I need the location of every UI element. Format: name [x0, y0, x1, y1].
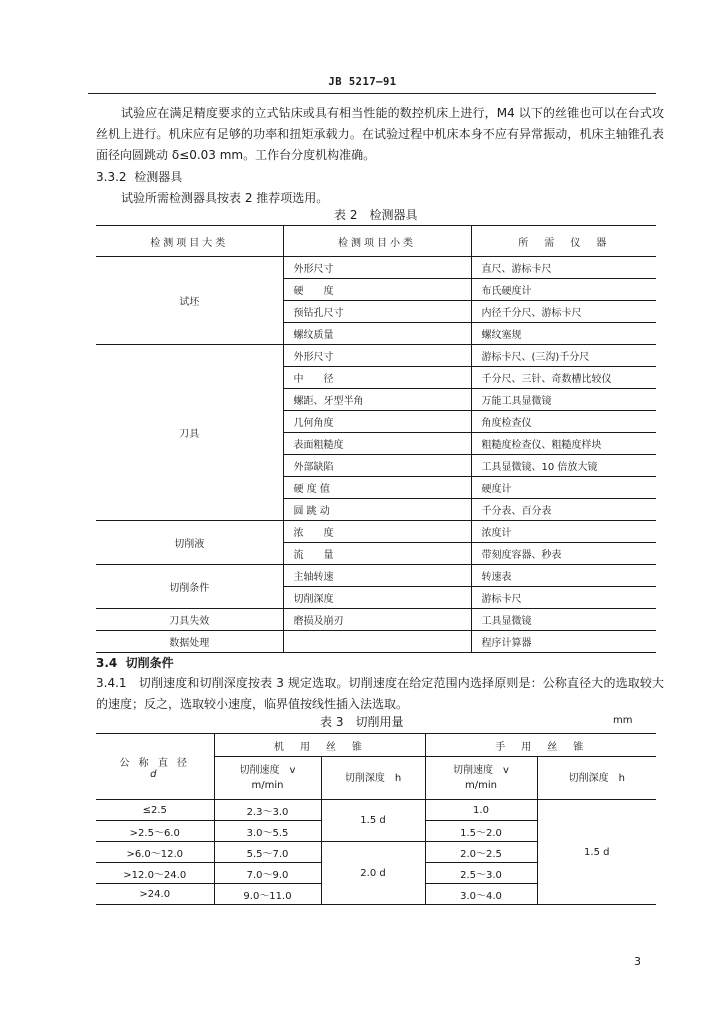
instrument-cell: 内径千分尺、游标卡尺	[471, 301, 656, 323]
table-header-cell: 所 需 仪 器	[471, 226, 656, 257]
table2-caption: 表 2 检测器具	[334, 208, 418, 222]
table3-cutting-parameters	[96, 733, 656, 905]
instrument-cell: 带刻度容器、秒表	[471, 543, 656, 565]
hand-speed-cell: 2.0～2.5	[425, 842, 537, 863]
instrument-cell: 千分表、百分表	[471, 499, 656, 521]
section-3-3-2-heading	[96, 168, 182, 185]
item-cell: 外形尺寸	[283, 257, 471, 279]
instrument-cell: 转速表	[471, 565, 656, 587]
category-cell: 刀具	[96, 345, 283, 521]
diameter-symbol: d	[150, 768, 160, 780]
section-3-3-2-text: 试验所需检测器具按表 2 推荐项选用。	[121, 191, 329, 205]
intro-paragraph: 试验应在满足精度要求的立式钻床或具有相当性能的数控机床上进行，M4 以下的丝锥也可以在台式攻丝机上进行。机床应有足够的功率和扭矩承载力。在试验过程中机床本身不应有异常振动，机床主轴锥孔表面径向圆跳动 δ≤0.03 mm。工作台分度机构准确。	[96, 106, 664, 162]
table-header-cell: 检测项目大类	[96, 226, 283, 257]
item-cell: 外部缺陷	[283, 455, 471, 477]
hand-speed-header	[425, 757, 537, 800]
machine-depth-header: 切削深度 h	[321, 757, 425, 800]
instrument-cell: 程序计算器	[471, 631, 656, 653]
machine-depth-cell: 2.0 d	[321, 842, 425, 905]
machine-speed-cell: 7.0～9.0	[214, 863, 321, 884]
diameter-cell: >12.0～24.0	[96, 863, 214, 884]
item-cell: 螺距、牙型半角	[283, 389, 471, 411]
hand-tap-header: 手 用 丝 锥	[425, 734, 656, 757]
header-rule	[88, 93, 656, 94]
category-cell: 切削液	[96, 521, 283, 565]
item-cell	[283, 631, 471, 653]
item-cell: 表面粗糙度	[283, 433, 471, 455]
item-cell: 硬 度	[283, 279, 471, 301]
page-number: 3	[634, 955, 641, 968]
instrument-cell: 布氏硬度计	[471, 279, 656, 301]
item-cell: 几何角度	[283, 411, 471, 433]
item-cell: 螺纹质量	[283, 323, 471, 345]
item-cell: 外形尺寸	[283, 345, 471, 367]
table-row	[96, 345, 656, 367]
machine-speed-cell: 3.0～5.5	[214, 821, 321, 842]
table-header-row	[96, 226, 656, 257]
item-cell: 主轴转速	[283, 565, 471, 587]
table3-caption: 表 3 切削用量	[320, 715, 404, 729]
item-cell: 预钻孔尺寸	[283, 301, 471, 323]
speed-label: 切削速度 v	[453, 765, 509, 776]
table-row	[96, 521, 656, 543]
category-cell: 切削条件	[96, 565, 283, 609]
item-cell: 中 径	[283, 367, 471, 389]
item-cell: 流 量	[283, 543, 471, 565]
instrument-cell: 浓度计	[471, 521, 656, 543]
section-title: 切削条件	[125, 656, 174, 670]
machine-tap-header: 机 用 丝 锥	[214, 734, 425, 757]
item-cell: 硬 度 值	[283, 477, 471, 499]
hand-speed-cell: 3.0～4.0	[425, 884, 537, 905]
instrument-cell: 角度检查仪	[471, 411, 656, 433]
machine-speed-cell: 9.0～11.0	[214, 884, 321, 905]
category-cell: 试坯	[96, 257, 283, 345]
speed-unit: m/min	[251, 780, 284, 791]
item-cell: 磨损及崩刃	[283, 609, 471, 631]
instrument-cell: 游标卡尺、(三沟)千分尺	[471, 345, 656, 367]
hand-speed-cell: 1.0	[425, 800, 537, 821]
machine-speed-cell: 5.5～7.0	[214, 842, 321, 863]
diameter-header-cell	[96, 734, 214, 800]
instrument-cell: 工具显微镜、10 倍放大镜	[471, 455, 656, 477]
instrument-cell: 粗糙度检查仪、粗糙度样块	[471, 433, 656, 455]
item-cell: 切削深度	[283, 587, 471, 609]
instrument-cell: 螺纹塞规	[471, 323, 656, 345]
item-cell: 浓 度	[283, 521, 471, 543]
table-row	[96, 631, 656, 653]
hand-speed-cell: 1.5～2.0	[425, 821, 537, 842]
diameter-cell: ≤2.5	[96, 800, 214, 821]
diameter-header-label: 公 称 直 径	[119, 757, 191, 769]
item-cell: 圆 跳 动	[283, 499, 471, 521]
machine-speed-header	[214, 757, 321, 800]
section-number: 3.3.2	[96, 170, 127, 184]
table-row	[96, 565, 656, 587]
table2-inspection-tools	[96, 225, 656, 653]
table3-unit: mm	[613, 715, 633, 726]
category-cell: 数据处理	[96, 631, 283, 653]
category-cell: 刀具失效	[96, 609, 283, 631]
instrument-cell: 千分尺、三针、奇数槽比较仪	[471, 367, 656, 389]
diameter-cell: >2.5～6.0	[96, 821, 214, 842]
table-header-cell: 检测项目小类	[283, 226, 471, 257]
diameter-cell: >6.0～12.0	[96, 842, 214, 863]
hand-depth-cell: 1.5 d	[537, 800, 656, 905]
table-header-row	[96, 734, 656, 757]
diameter-cell: >24.0	[96, 884, 214, 905]
section-3-4-heading	[96, 654, 174, 671]
speed-unit: m/min	[465, 780, 497, 791]
table-row	[96, 257, 656, 279]
hand-speed-cell: 2.5～3.0	[425, 863, 537, 884]
table-row	[96, 800, 656, 821]
speed-label: 切削速度 v	[239, 765, 296, 776]
instrument-cell: 硬度计	[471, 477, 656, 499]
instrument-cell: 工具显微镜	[471, 609, 656, 631]
instrument-cell: 直尺、游标卡尺	[471, 257, 656, 279]
instrument-cell: 游标卡尺	[471, 587, 656, 609]
section-title: 检测器具	[134, 170, 183, 184]
section-number: 3.4	[96, 656, 118, 670]
machine-depth-cell: 1.5 d	[321, 800, 425, 842]
hand-depth-header: 切削深度 h	[537, 757, 656, 800]
standard-code-header: JB 5217—91	[328, 76, 397, 88]
machine-speed-cell: 2.3～3.0	[214, 800, 321, 821]
instrument-cell: 万能工具显微镜	[471, 389, 656, 411]
section-3-4-1-text: 3.4.1 切削速度和切削深度按表 3 规定选取。切削速度在给定范围内选择原则是：公称直径大的选取较大的速度；反之，选取较小速度，临界值按线性插入法选取。	[96, 676, 664, 711]
table-row	[96, 609, 656, 631]
